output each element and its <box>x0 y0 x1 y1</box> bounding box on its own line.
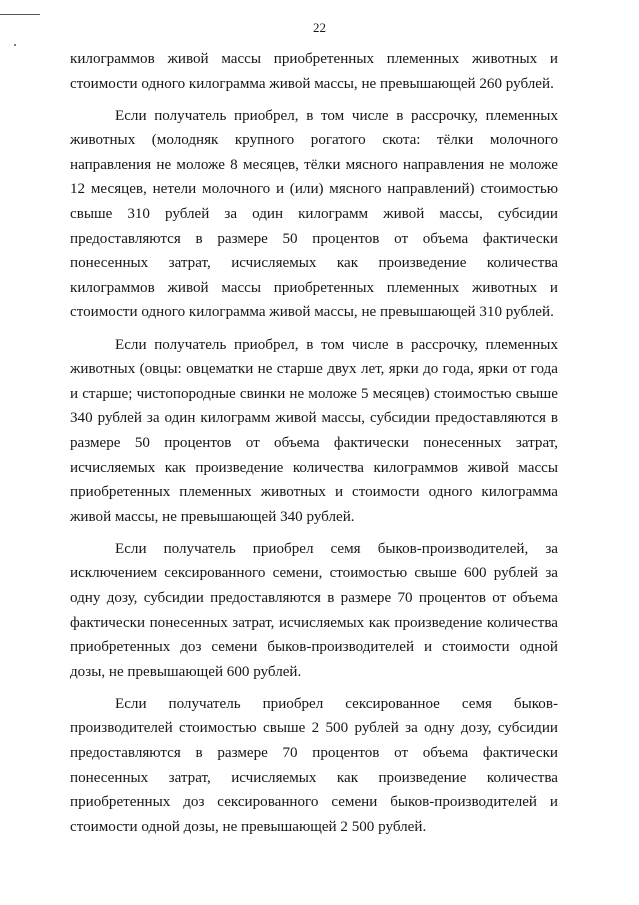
scan-artifact-line <box>0 14 40 15</box>
paragraph-sheep-pig-subsidy: Если получатель приобрел, в том числе в рассрочку, племенных животных (овцы: овцематки не старше двух лет, ярки до года, ярки от года и старше; чистопородные свинки не моложе 5 месяцев) стоимостью свыше 340 рублей за один килограмм живой массы, субсидии предоставляются в размере 50 процентов от объема фактически понесенных затрат, исчисляемых как произведение количества килограммов живой массы приобретенных племенных животных и стоимости одного килограмма живой массы, не превышающей 340 рублей. <box>70 336 558 525</box>
paragraph-cattle-subsidy: Если получатель приобрел, в том числе в рассрочку, племенных животных (молодняк крупного рогатого скота: тёлки молочного направления не моложе 8 месяцев, тёлки мясного направления не моложе 12 месяцев, нетели молочного и (или) мясного направлений) стоимостью свыше 310 рублей за один килограмм живой массы, субсидии предоставляются в размере 50 процентов от объема фактически понесенных затрат, исчисляемых как произведение количества килограммов живой массы приобретенных племенных животных и стоимости одного килограмма живой массы, не превышающей 310 рублей. <box>70 107 558 321</box>
paragraph-bull-semen-subsidy: Если получатель приобрел семя быков-производителей, за исключением сексированного семени, стоимостью свыше 600 рублей за одну дозу, субсидии предоставляются в размере 70 процентов от объема фактически понесенных затрат, исчисляемых как произведение количества приобретенных доз семени быков-производителей и стоимости одной дозы, не превышающей 600 рублей. <box>70 540 558 680</box>
paragraph-sexed-semen-subsidy: Если получатель приобрел сексированное семя быков-производителей стоимостью свыше 2 500 рублей за одну дозу, субсидии предоставляются в размере 70 процентов от объема фактически понесенных затрат, исчисляемых как произведение количества приобретенных доз сексированного семени быков-производителей и стоимости одной дозы, не превышающей 2 500 рублей. <box>70 695 558 835</box>
scan-artifact-dot <box>14 44 16 46</box>
paragraph-continuation: килограммов живой массы приобретенных племенных животных и стоимости одного килограмма живой массы, не превышающей 260 рублей. <box>70 51 558 92</box>
document-body <box>70 47 558 847</box>
page-number: 22 <box>313 20 326 35</box>
